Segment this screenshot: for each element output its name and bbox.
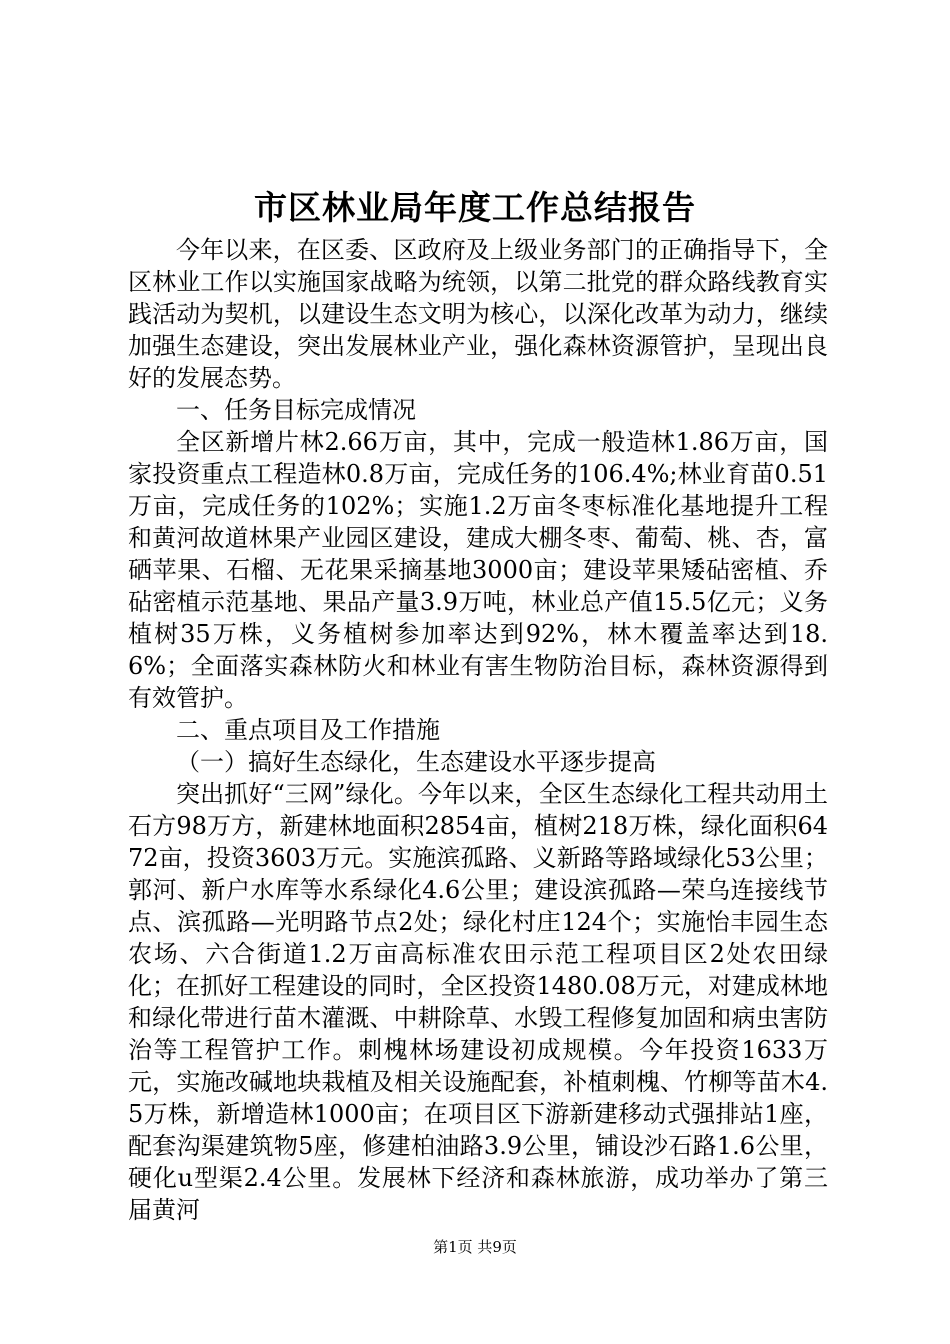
section-heading-key-projects: 二、重点项目及工作措施 [176,716,440,744]
page-title: 市区林业局年度工作总结报告 [254,188,696,227]
ecological-greening-paragraph: 突出抓好“三网”绿化。今年以来，全区生态绿化工程共动用土石方98万方，新建林地面积2854亩，植树218万株，绿化面积6472亩，投资3603万元。实施滨孤路、义新路等路域绿化53公里；郭河、新户水库等水系绿化4.6公里；建设滨孤路—荣乌连接线节点、滨孤路—光明路节点2处；绿化村庄124个；实施怡丰园生态农场、六合街道1.2万亩高标准农田示范工程项目区2处农田绿化；在抓好工程建设的同时，全区投资1480.08万元，对建成林地和绿化带进行苗木灌溉、中耕除草、水毁工程修复加固和病虫害防治等工程管护工作。刺槐林场建设初成规模。今年投资1633万元，实施改碱地块栽植及相关设施配套，补植刺槐、竹柳等苗木4.5万株，新增造林1000亩；在项目区下游新建移动式强排站1座，配套沟渠建筑物5座，修建柏油路3.9公里，铺设沙石路1.6公里，硬化u型渠2.4公里。发展林下经济和森林旅游，成功举办了第三届黄河 [128,780,828,1224]
document-body [128,234,828,1226]
page-footer: 第1页 共9页 [433,1238,517,1256]
intro-paragraph: 今年以来，在区委、区政府及上级业务部门的正确指导下，全区林业工作以实施国家战略为统领，以第二批党的群众路线教育实践活动为契机，以建设生态文明为核心，以深化改革为动力，继续加强生态建设，突出发展林业产业，强化森林资源管护，呈现出良好的发展态势。 [128,236,828,392]
task-goals-paragraph: 全区新增片林2.66万亩，其中，完成一般造林1.86万亩，国家投资重点工程造林0.8万亩，完成任务的106.4%;林业育苗0.51万亩，完成任务的102%；实施1.2万亩冬枣标准化基地提升工程和黄河故道林果产业园区建设，建成大棚冬枣、葡萄、桃、杏，富硒苹果、石榴、无花果采摘基地3000亩；建设苹果矮砧密植、乔砧密植示范基地、果品产量3.9万吨，林业总产值15.5亿元；义务植树35万株，义务植树参加率达到92%，林木覆盖率达到18.6%；全面落实森林防火和林业有害生物防治目标，森林资源得到有效管护。 [128,428,828,712]
subsection-heading-ecological-greening: （一）搞好生态绿化，生态建设水平逐步提高 [176,748,656,776]
section-heading-task-goals: 一、任务目标完成情况 [176,396,416,424]
